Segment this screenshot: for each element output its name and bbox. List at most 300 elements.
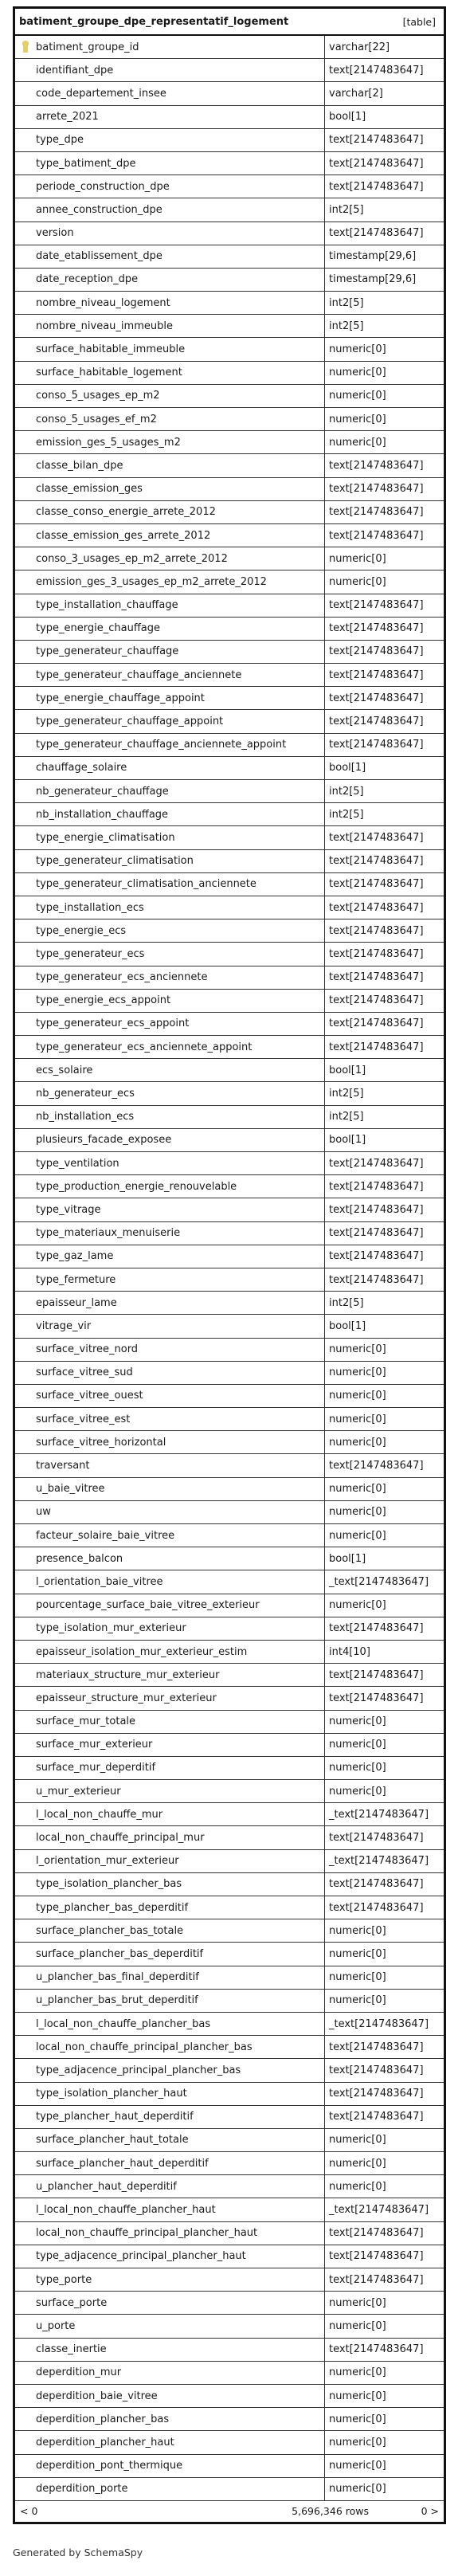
column-type: text[2147483647] xyxy=(329,1203,424,1216)
column-name[interactable]: presence_balcon xyxy=(36,1552,123,1565)
column-name[interactable]: deperdition_plancher_haut xyxy=(36,2436,174,2449)
column-name[interactable]: chauffage_solaire xyxy=(36,762,127,774)
column-type: bool[1] xyxy=(329,1134,366,1147)
column-name-cell xyxy=(15,1780,325,1802)
column-name[interactable]: type_production_energie_renouvelable xyxy=(36,1180,237,1193)
column-name-cell xyxy=(15,1339,325,1361)
column-type: text[2147483647] xyxy=(329,878,424,891)
column-name-cell xyxy=(15,106,325,128)
column-name[interactable]: date_reception_dpe xyxy=(36,273,139,286)
column-type: int4[10] xyxy=(329,1645,370,1658)
table-row xyxy=(15,2198,444,2221)
column-name-cell xyxy=(15,1129,325,1151)
column-type: bool[1] xyxy=(329,1064,366,1076)
column-type: numeric[0] xyxy=(329,2436,386,2449)
table-row xyxy=(15,1454,444,1477)
column-name-cell xyxy=(15,1292,325,1314)
column-type: bool[1] xyxy=(329,1552,366,1565)
column-name[interactable]: u_porte xyxy=(36,2319,76,2332)
column-name-cell xyxy=(15,1013,325,1035)
column-name[interactable]: nombre_niveau_logement xyxy=(36,296,170,309)
column-name-cell xyxy=(15,618,325,640)
column-name[interactable]: type_energie_ecs_appoint xyxy=(36,994,171,1007)
column-name[interactable]: deperdition_pont_thermique xyxy=(36,2460,183,2472)
column-name[interactable]: local_non_chauffe_principal_plancher_haut xyxy=(36,2227,258,2240)
column-type: numeric[0] xyxy=(329,1343,386,1356)
column-type: text[2147483647] xyxy=(329,901,424,914)
column-name[interactable]: deperdition_porte xyxy=(36,2483,128,2496)
table-row xyxy=(15,1082,444,1105)
column-name[interactable]: type_generateur_chauffage_appoint xyxy=(36,716,224,728)
column-name[interactable]: annee_construction_dpe xyxy=(36,203,162,216)
column-type: text[2147483647] xyxy=(329,599,424,612)
column-name[interactable]: type_energie_chauffage xyxy=(36,622,161,635)
column-type: numeric[0] xyxy=(329,552,386,565)
column-name[interactable]: surface_plancher_bas_totale xyxy=(36,1924,184,1937)
table-row xyxy=(15,1873,444,1896)
column-name-cell xyxy=(15,1919,325,1942)
column-name[interactable]: u_baie_vitree xyxy=(36,1483,105,1496)
table-card xyxy=(13,6,446,2524)
column-name[interactable]: type_generateur_chauffage_anciennete xyxy=(36,669,242,681)
table-row xyxy=(15,1129,444,1152)
table-row xyxy=(15,873,444,896)
column-name[interactable]: emission_ges_5_usages_m2 xyxy=(36,436,181,449)
column-type: numeric[0] xyxy=(329,1390,386,1402)
column-name[interactable]: identifiant_dpe xyxy=(36,64,114,76)
column-name[interactable]: type_adjacence_principal_plancher_haut xyxy=(36,2250,246,2263)
column-name[interactable]: type_generateur_chauffage xyxy=(36,645,179,658)
table-row xyxy=(15,826,444,849)
column-name-cell xyxy=(15,1315,325,1337)
column-name-cell xyxy=(15,198,325,221)
column-type: text[2147483647] xyxy=(329,2041,424,2053)
column-name[interactable]: type_plancher_bas_deperditif xyxy=(36,1901,189,1914)
table-row xyxy=(15,1547,444,1570)
column-name-cell xyxy=(15,2222,325,2245)
column-type: text[2147483647] xyxy=(329,924,424,937)
column-type: text[2147483647] xyxy=(329,669,424,681)
column-name[interactable]: traversant xyxy=(36,1460,90,1472)
table-row xyxy=(15,1198,444,1221)
table-row xyxy=(15,2455,444,2478)
column-name-cell xyxy=(15,873,325,896)
column-name[interactable]: classe_emission_ges_arrete_2012 xyxy=(36,529,211,542)
row-count: 5,696,346 rows xyxy=(292,2505,369,2518)
column-name-cell xyxy=(15,1524,325,1547)
column-name[interactable]: nb_installation_ecs xyxy=(36,1111,135,1123)
column-type: text[2147483647] xyxy=(329,2111,424,2123)
table-row xyxy=(15,2408,444,2431)
column-name[interactable]: u_mur_exterieur xyxy=(36,1785,121,1798)
column-type: text[2147483647] xyxy=(329,1878,424,1891)
column-name[interactable]: local_non_chauffe_principal_plancher_bas xyxy=(36,2041,253,2053)
table-row xyxy=(15,408,444,431)
column-name[interactable]: l_local_non_chauffe_plancher_haut xyxy=(36,2204,216,2217)
table-row xyxy=(15,2339,444,2362)
column-name-cell xyxy=(15,2315,325,2337)
column-name-cell xyxy=(15,1478,325,1500)
column-name[interactable]: type_ventilation xyxy=(36,1157,119,1170)
column-name[interactable]: pourcentage_surface_baie_vitree_exterieur xyxy=(36,1599,260,1612)
column-name[interactable]: nb_generateur_ecs xyxy=(36,1088,135,1100)
table-row xyxy=(15,1687,444,1710)
table-row xyxy=(15,431,444,454)
column-name[interactable]: surface_plancher_haut_totale xyxy=(36,2134,189,2147)
table-row xyxy=(15,478,444,501)
column-type: text[2147483647] xyxy=(329,2227,424,2240)
column-name[interactable]: periode_construction_dpe xyxy=(36,180,170,193)
table-row xyxy=(15,618,444,641)
column-name-cell xyxy=(15,2245,325,2268)
column-name[interactable]: surface_vitree_sud xyxy=(36,1366,133,1379)
table-row xyxy=(15,175,444,198)
column-name[interactable]: surface_plancher_haut_deperditif xyxy=(36,2157,209,2170)
parents-count[interactable]: 0 > xyxy=(421,2505,439,2518)
table-row xyxy=(15,1780,444,1803)
table-row xyxy=(15,2106,444,2129)
table-row xyxy=(15,919,444,943)
column-name-cell xyxy=(15,2455,325,2477)
column-name[interactable]: l_orientation_mur_exterieur xyxy=(36,1855,179,1868)
column-name-cell xyxy=(15,1152,325,1174)
column-name[interactable]: vitrage_vir xyxy=(36,1319,92,1332)
table-row xyxy=(15,82,444,105)
table-row xyxy=(15,664,444,687)
column-name[interactable]: u_plancher_haut_deperditif xyxy=(36,2180,177,2193)
column-name[interactable]: type_plancher_haut_deperditif xyxy=(36,2111,194,2123)
column-type: text[2147483647] xyxy=(329,947,424,960)
column-type: text[2147483647] xyxy=(329,855,424,868)
column-name-cell xyxy=(15,2385,325,2407)
column-name[interactable]: type_porte xyxy=(36,2273,92,2286)
column-name-cell xyxy=(15,1711,325,1733)
column-name[interactable]: classe_emission_ges xyxy=(36,483,143,496)
key-icon xyxy=(23,42,28,53)
column-name[interactable]: surface_mur_exterieur xyxy=(36,1739,153,1751)
column-name[interactable]: surface_habitable_logement xyxy=(36,367,182,379)
column-name-cell xyxy=(15,1175,325,1198)
column-name-cell xyxy=(15,1362,325,1384)
column-type: numeric[0] xyxy=(329,1506,386,1519)
column-name[interactable]: materiaux_structure_mur_exterieur xyxy=(36,1668,220,1681)
table-row xyxy=(15,1850,444,1873)
column-type: numeric[0] xyxy=(329,1739,386,1751)
column-name-cell xyxy=(15,1036,325,1058)
column-name-cell xyxy=(15,1454,325,1476)
column-name-cell xyxy=(15,524,325,547)
table-row xyxy=(15,454,444,477)
column-name-cell xyxy=(15,2292,325,2314)
column-name-cell xyxy=(15,1850,325,1872)
column-type: text[2147483647] xyxy=(329,739,424,751)
column-name[interactable]: nb_installation_chauffage xyxy=(36,808,169,821)
column-name[interactable]: classe_inertie xyxy=(36,2343,107,2356)
column-type: text[2147483647] xyxy=(329,1692,424,1704)
table-row xyxy=(15,803,444,826)
column-name[interactable]: version xyxy=(36,227,74,240)
column-type: numeric[0] xyxy=(329,2366,386,2379)
table-row xyxy=(15,710,444,733)
column-name-cell xyxy=(15,1385,325,1407)
column-name[interactable]: type_installation_ecs xyxy=(36,901,144,914)
column-type: text[2147483647] xyxy=(329,1180,424,1193)
table-kind: [table] xyxy=(402,15,436,28)
column-name-cell xyxy=(15,641,325,663)
table-row xyxy=(15,1803,444,1826)
column-name[interactable]: type_generateur_ecs xyxy=(36,947,145,960)
column-name[interactable]: surface_porte xyxy=(36,2296,108,2309)
column-type: int2[5] xyxy=(329,1111,364,1123)
table-row xyxy=(15,524,444,547)
column-name[interactable]: deperdition_plancher_bas xyxy=(36,2413,170,2425)
column-type: text[2147483647] xyxy=(329,1041,424,1053)
table-row xyxy=(15,2478,444,2501)
column-name[interactable]: nb_generateur_chauffage xyxy=(36,785,169,798)
column-name-cell xyxy=(15,1059,325,1081)
column-name-cell xyxy=(15,454,325,476)
table-row xyxy=(15,1013,444,1036)
column-name[interactable]: type_vitrage xyxy=(36,1203,101,1216)
table-row xyxy=(15,315,444,338)
column-type: bool[1] xyxy=(329,111,366,124)
column-type: text[2147483647] xyxy=(329,1832,424,1845)
column-name-cell xyxy=(15,2339,325,2361)
column-name-cell xyxy=(15,2175,325,2198)
column-name[interactable]: l_local_non_chauffe_mur xyxy=(36,1808,163,1821)
column-name-cell xyxy=(15,2431,325,2453)
children-count[interactable]: < 0 xyxy=(20,2505,38,2518)
table-row xyxy=(15,1315,444,1338)
table-row xyxy=(15,106,444,129)
column-type: text[2147483647] xyxy=(329,1157,424,1170)
column-name[interactable]: type_generateur_climatisation xyxy=(36,855,194,868)
column-name[interactable]: plusieurs_facade_exposee xyxy=(36,1134,172,1147)
column-list xyxy=(15,36,444,2501)
table-row xyxy=(15,1222,444,1245)
column-name-cell xyxy=(15,594,325,617)
column-name[interactable]: epaisseur_structure_mur_exterieur xyxy=(36,1692,217,1704)
table-row xyxy=(15,385,444,408)
column-type: numeric[0] xyxy=(329,1715,386,1728)
column-name[interactable]: deperdition_baie_vitree xyxy=(36,2390,158,2402)
table-row xyxy=(15,1175,444,1198)
column-type: text[2147483647] xyxy=(329,1227,424,1240)
column-name-cell xyxy=(15,919,325,942)
column-name[interactable]: type_adjacence_principal_plancher_bas xyxy=(36,2064,241,2076)
column-type: _text[2147483647] xyxy=(329,1855,429,1868)
table-row xyxy=(15,1966,444,1990)
column-name[interactable]: facteur_solaire_baie_vitree xyxy=(36,1529,175,1542)
column-name[interactable]: local_non_chauffe_principal_mur xyxy=(36,1832,205,1845)
column-name[interactable]: conso_3_usages_ep_m2_arrete_2012 xyxy=(36,552,228,565)
column-name[interactable]: surface_mur_totale xyxy=(36,1715,136,1728)
column-name[interactable]: surface_vitree_horizontal xyxy=(36,1436,166,1449)
column-name-cell xyxy=(15,478,325,500)
column-name-cell xyxy=(15,1431,325,1453)
column-name[interactable]: code_departement_insee xyxy=(36,87,166,100)
column-name[interactable]: surface_vitree_ouest xyxy=(36,1390,143,1402)
column-name[interactable]: u_plancher_bas_brut_deperditif xyxy=(36,1994,198,2007)
column-name[interactable]: type_generateur_ecs_appoint xyxy=(36,1017,190,1030)
table-row xyxy=(15,1664,444,1687)
column-name-cell xyxy=(15,1245,325,1268)
column-name[interactable]: type_batiment_dpe xyxy=(36,157,136,170)
column-name[interactable]: emission_ges_3_usages_ep_m2_arrete_2012 xyxy=(36,575,267,588)
column-name-cell xyxy=(15,780,325,802)
column-type: _text[2147483647] xyxy=(329,1575,429,1588)
column-name[interactable]: type_generateur_ecs_anciennete_appoint xyxy=(36,1041,253,1053)
table-row xyxy=(15,2362,444,2385)
column-name[interactable]: uw xyxy=(36,1506,51,1519)
column-name[interactable]: deperdition_mur xyxy=(36,2366,122,2379)
table-row xyxy=(15,1943,444,1966)
table-row xyxy=(15,734,444,757)
column-type: text[2147483647] xyxy=(329,994,424,1007)
column-name[interactable]: surface_vitree_est xyxy=(36,1413,131,1425)
table-row xyxy=(15,687,444,710)
column-type: text[2147483647] xyxy=(329,645,424,658)
column-type: text[2147483647] xyxy=(329,1668,424,1681)
column-type: numeric[0] xyxy=(329,1599,386,1612)
column-name[interactable]: surface_vitree_nord xyxy=(36,1343,139,1356)
table-row xyxy=(15,2385,444,2408)
column-name-cell xyxy=(15,1082,325,1104)
column-type: timestamp[29,6] xyxy=(329,250,417,263)
column-name[interactable]: type_isolation_mur_exterieur xyxy=(36,1622,186,1635)
column-name-cell xyxy=(15,1570,325,1593)
table-row xyxy=(15,1152,444,1175)
column-type: _text[2147483647] xyxy=(329,2204,429,2217)
column-type: int2[5] xyxy=(329,785,364,798)
column-name[interactable]: epaisseur_lame xyxy=(36,1296,117,1309)
table-row xyxy=(15,2222,444,2245)
column-name-cell xyxy=(15,687,325,709)
column-name-cell xyxy=(15,1547,325,1570)
column-name[interactable]: batiment_groupe_id xyxy=(36,41,139,53)
table-row xyxy=(15,338,444,361)
column-name[interactable]: type_energie_chauffage_appoint xyxy=(36,692,205,704)
column-name[interactable]: epaisseur_isolation_mur_exterieur_estim xyxy=(36,1645,248,1658)
table-row xyxy=(15,1385,444,1408)
column-name-cell xyxy=(15,734,325,756)
column-name-cell xyxy=(15,431,325,453)
table-row xyxy=(15,1711,444,1734)
column-name[interactable]: surface_habitable_immeuble xyxy=(36,343,186,356)
column-name[interactable]: type_generateur_chauffage_anciennete_appoint xyxy=(36,739,287,751)
column-type: int2[5] xyxy=(329,1088,364,1100)
column-name-cell xyxy=(15,1734,325,1756)
column-name[interactable]: u_plancher_bas_final_deperditif xyxy=(36,1971,199,1984)
column-name[interactable]: nombre_niveau_immeuble xyxy=(36,320,173,332)
column-name[interactable]: surface_plancher_bas_deperditif xyxy=(36,1947,204,1960)
column-name-cell xyxy=(15,2152,325,2174)
column-name-cell xyxy=(15,1222,325,1245)
column-type: text[2147483647] xyxy=(329,459,424,472)
column-name-cell xyxy=(15,1687,325,1709)
column-name[interactable]: classe_conso_energie_arrete_2012 xyxy=(36,506,216,519)
column-type: _text[2147483647] xyxy=(329,2017,429,2030)
column-name[interactable]: type_generateur_climatisation_anciennete xyxy=(36,878,256,891)
column-type: numeric[0] xyxy=(329,2134,386,2147)
column-name-cell xyxy=(15,1641,325,1663)
column-type: text[2147483647] xyxy=(329,716,424,728)
column-name-cell xyxy=(15,2408,325,2430)
column-name[interactable]: ecs_solaire xyxy=(36,1064,93,1076)
column-name-cell xyxy=(15,385,325,407)
table-row xyxy=(15,1339,444,1362)
table-row xyxy=(15,1478,444,1501)
column-type: text[2147483647] xyxy=(329,2273,424,2286)
column-type: numeric[0] xyxy=(329,1529,386,1542)
column-name[interactable]: type_isolation_plancher_bas xyxy=(36,1878,182,1891)
table-row xyxy=(15,1268,444,1292)
column-name[interactable]: l_orientation_baie_vitree xyxy=(36,1575,163,1588)
table-row xyxy=(15,36,444,59)
column-type: numeric[0] xyxy=(329,2460,386,2472)
table-row xyxy=(15,362,444,385)
table-row xyxy=(15,245,444,269)
table-row xyxy=(15,547,444,570)
column-name[interactable]: surface_mur_deperditif xyxy=(36,1762,156,1774)
column-type: numeric[0] xyxy=(329,1785,386,1798)
column-name[interactable]: type_dpe xyxy=(36,134,84,147)
column-name-cell xyxy=(15,547,325,570)
column-name[interactable]: type_isolation_plancher_haut xyxy=(36,2088,187,2100)
table-footer xyxy=(15,2501,444,2522)
column-name-cell xyxy=(15,966,325,989)
column-name-cell xyxy=(15,36,325,58)
column-name[interactable]: type_energie_climatisation xyxy=(36,831,175,844)
table-header xyxy=(15,9,444,36)
column-name-cell xyxy=(15,1757,325,1779)
column-name[interactable]: type_energie_ecs xyxy=(36,924,127,937)
column-type: text[2147483647] xyxy=(329,2343,424,2356)
column-name[interactable]: date_etablissement_dpe xyxy=(36,250,162,263)
column-type: text[2147483647] xyxy=(329,1460,424,1472)
table-row xyxy=(15,594,444,618)
column-name[interactable]: conso_5_usages_ep_m2 xyxy=(36,390,160,402)
column-type: timestamp[29,6] xyxy=(329,273,417,286)
table-row xyxy=(15,1617,444,1641)
column-name-cell xyxy=(15,1943,325,1965)
column-type: text[2147483647] xyxy=(329,2064,424,2076)
column-name[interactable]: type_materiaux_menuiserie xyxy=(36,1227,181,1240)
column-name-cell xyxy=(15,362,325,384)
column-name-cell xyxy=(15,990,325,1012)
column-name[interactable]: type_generateur_ecs_anciennete xyxy=(36,971,208,984)
table-row xyxy=(15,896,444,919)
column-type: text[2147483647] xyxy=(329,529,424,542)
table-name[interactable]: batiment_groupe_dpe_representatif_logement xyxy=(19,15,289,28)
column-name[interactable]: l_local_non_chauffe_plancher_bas xyxy=(36,2017,211,2030)
column-name[interactable]: type_fermeture xyxy=(36,1273,116,1286)
column-name-cell xyxy=(15,570,325,593)
table-row xyxy=(15,2292,444,2315)
column-name-cell xyxy=(15,2059,325,2081)
column-type: numeric[0] xyxy=(329,2319,386,2332)
column-name[interactable]: arrete_2021 xyxy=(36,111,99,124)
column-type: text[2147483647] xyxy=(329,134,424,147)
column-name[interactable]: type_gaz_lame xyxy=(36,1250,114,1263)
column-name-cell xyxy=(15,1826,325,1849)
column-name[interactable]: type_installation_chauffage xyxy=(36,599,178,612)
table-row xyxy=(15,990,444,1013)
column-type: numeric[0] xyxy=(329,1413,386,1425)
column-name[interactable]: classe_bilan_dpe xyxy=(36,459,123,472)
column-name[interactable]: conso_5_usages_ef_m2 xyxy=(36,413,157,425)
table-row xyxy=(15,1734,444,1757)
